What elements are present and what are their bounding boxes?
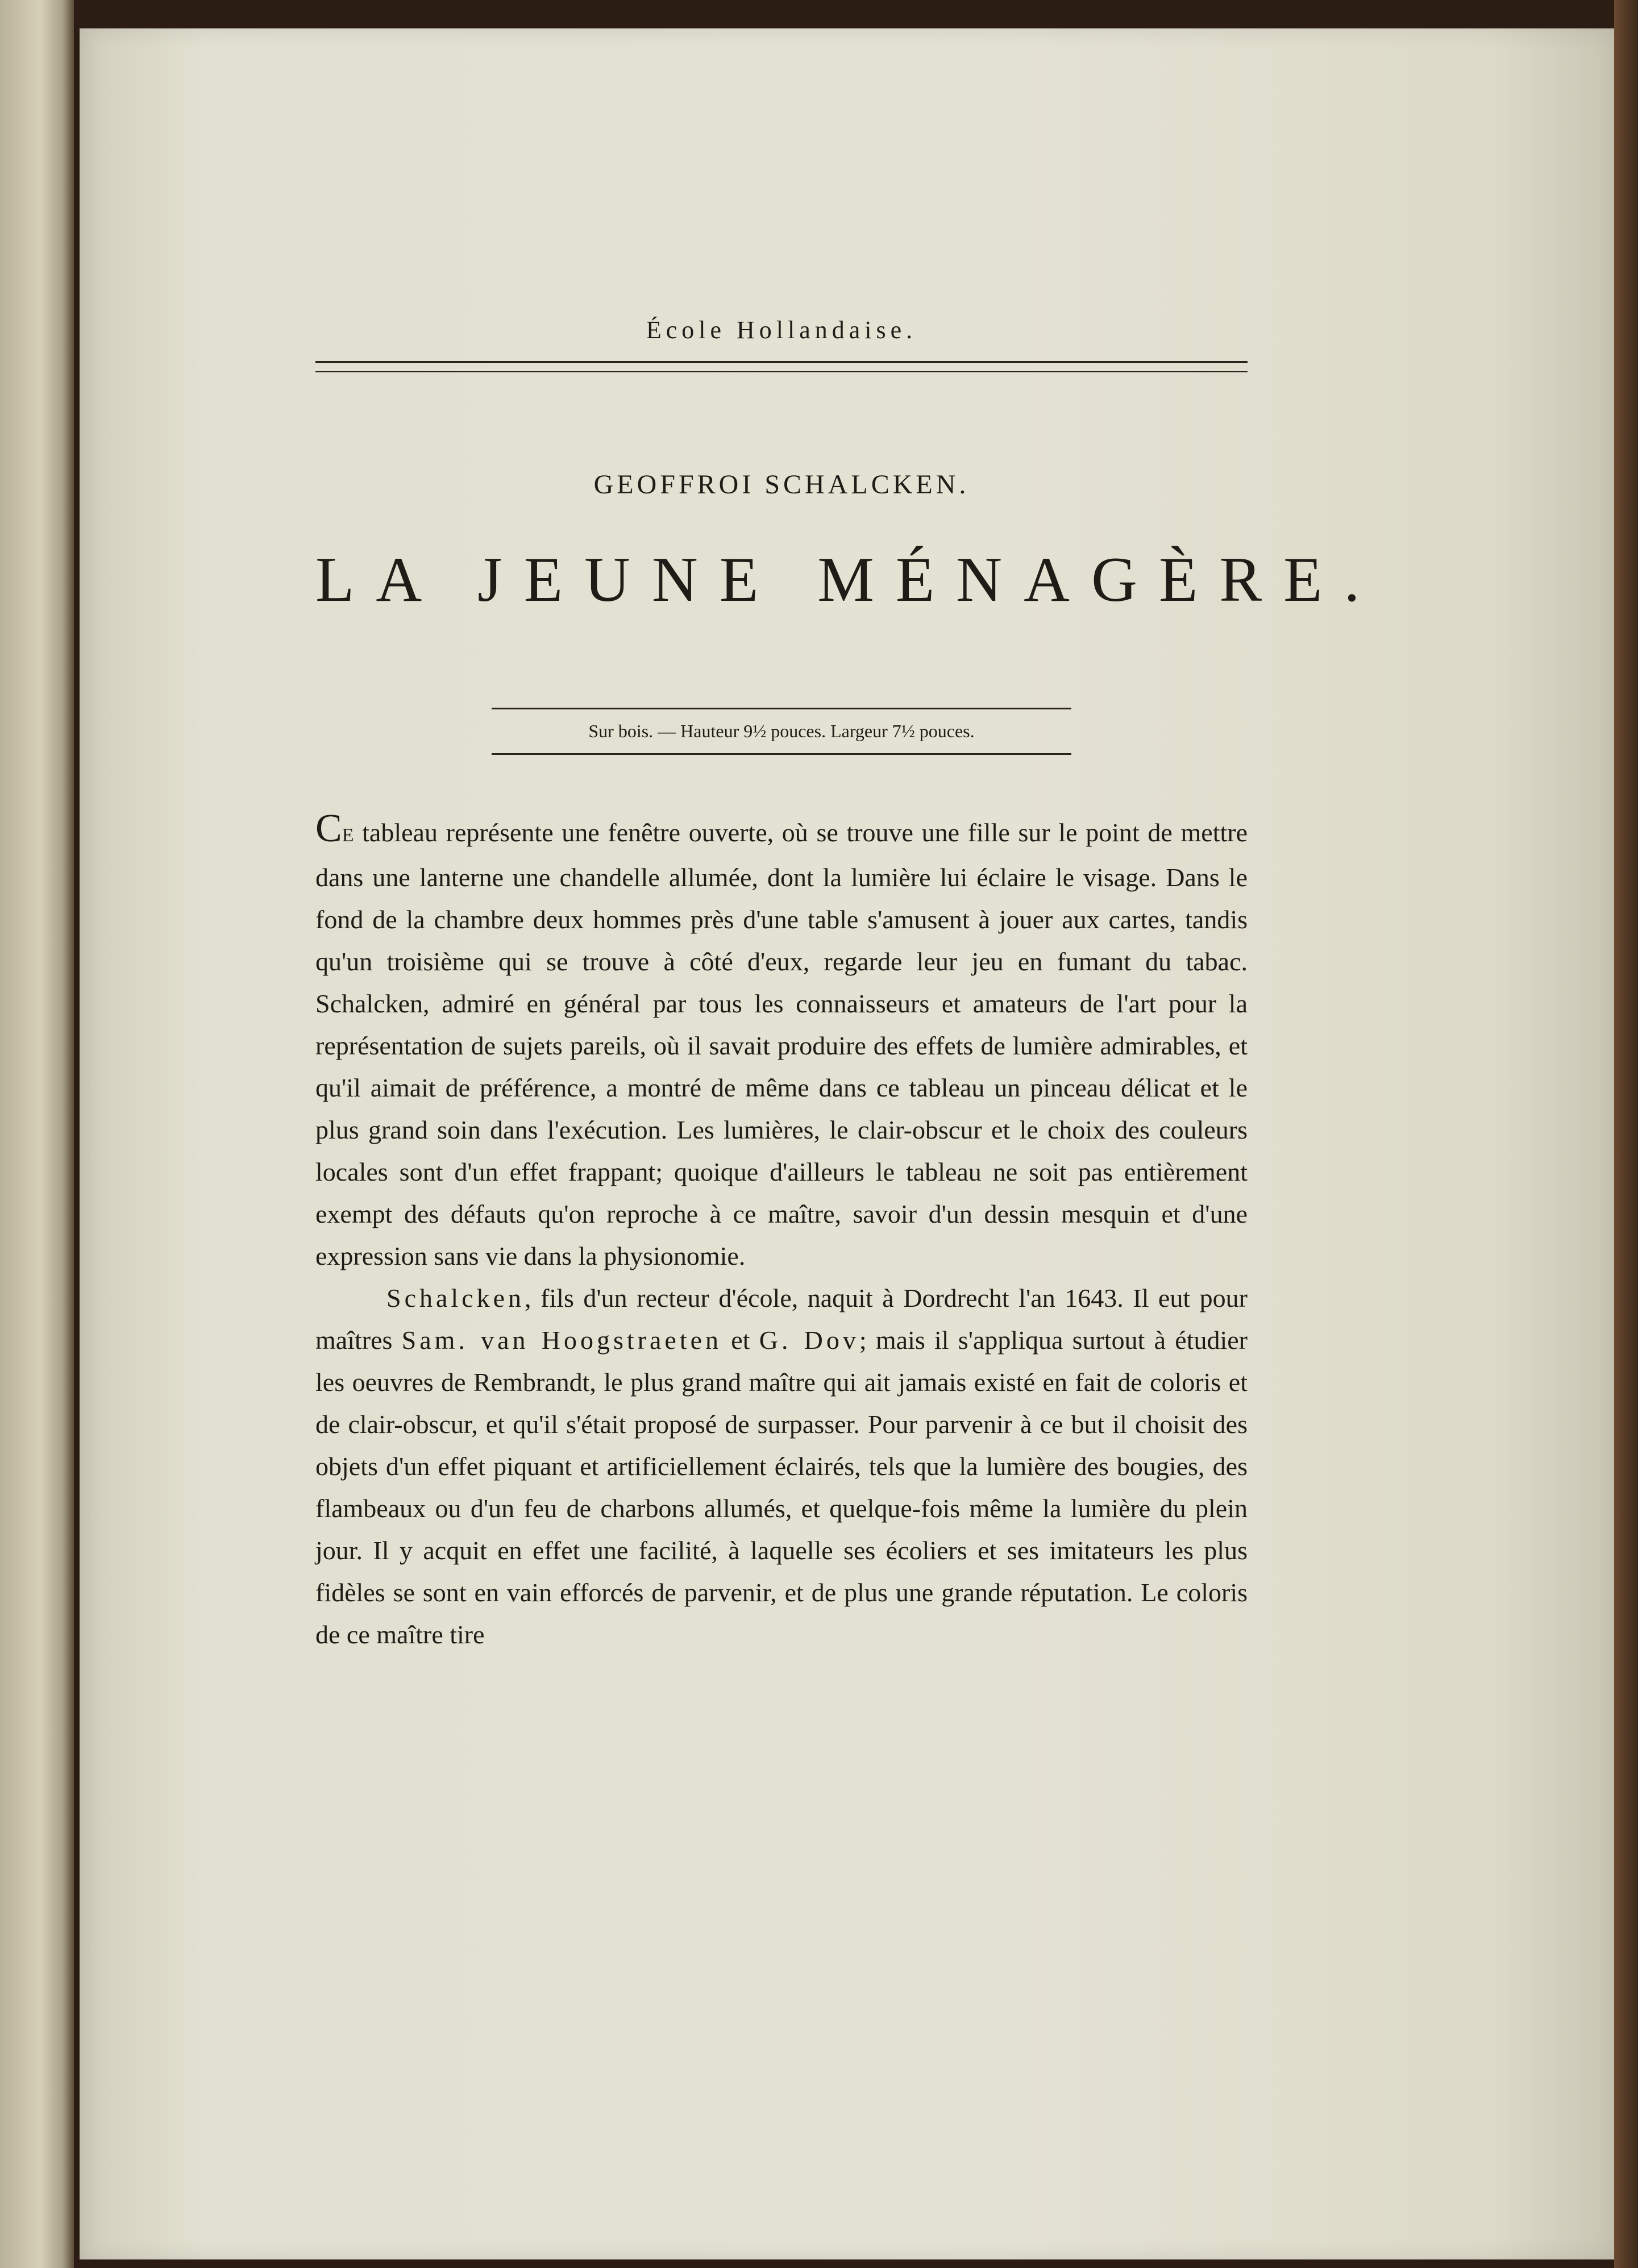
painter-name-spaced: Schalcken [386, 1283, 525, 1312]
body-text [315, 807, 1248, 1656]
dimensions-box [492, 708, 1071, 755]
drop-cap-rest: E [342, 825, 354, 846]
dimensions-rule-bottom [492, 753, 1071, 755]
master-name-2: G. Dov [759, 1326, 859, 1355]
paragraph-2-text-c: ; mais il s'appliqua surtout à étudier les oeuvres de Rembrandt, le plus grand maître qui ait jamais existé en fait de coloris et de clair-obscur, et qu'il s'était proposé de surpasser. Pour parvenir à ce but il choisit des objets d'un effet piquant et artificiellement éclairés, tels que la lumière des bougies, des flambeaux ou d'un feu de charbons allumés, et quelque-fois même la lumière du plein jour. Il y acquit en effet une facilité, à laquelle ses écoliers et ses imitateurs les plus fidèles se sont en vain efforcés de parvenir, et de plus une grande réputation. Le coloris de ce maître tire [315, 1326, 1248, 1649]
artwork-title: LA JEUNE MÉNAGÈRE. [315, 545, 1382, 615]
facing-page-edge [0, 0, 74, 2268]
paragraph-1-text: tableau représente une fenêtre ouverte, où se trouve une fille sur le point de mettre dans une lanterne une chandelle allumée, dont la lumière lui éclaire le visage. Dans le fond de la chambre deux hommes près d'une table s'amusent à jouer aux cartes, tandis qu'un troisième qui se trouve à côté d'eux, regarde leur jeu en fumant du tabac. Schalcken, admiré en général par tous les connaisseurs et amateurs de l'art pour la représentation de sujets pareils, où il savait produire des effets de lumière admirables, et qu'il aimait de préférence, a montré de même dans ce tableau un pinceau délicat et le plus grand soin dans l'exécution. Les lumières, le clair-obscur et le choix des couleurs locales sont d'un effet frappant; quoique d'ailleurs le tableau ne soit pas entièrement exempt des défauts qu'on reproche à ce maître, savoir d'un dessin mesquin et d'une expression sans vie dans la physionomie. [315, 818, 1248, 1270]
dimensions-text: Sur bois. — Hauteur 9½ pouces. Largeur 7½ pouces. [588, 721, 975, 741]
page-content [315, 315, 1382, 1656]
paragraph-1 [315, 807, 1248, 1277]
painter-name: GEOFFROI SCHALCKEN. [593, 470, 970, 500]
paragraph-2-text-b: et [722, 1326, 759, 1355]
paragraph-2 [315, 1277, 1248, 1656]
school-header: École Hollandaise. [646, 316, 917, 344]
drop-cap: C [315, 807, 342, 850]
master-name-1: Sam. van Hoogstraeten [401, 1326, 722, 1355]
book-cover-edge [1614, 0, 1638, 2268]
paragraph-2-text-a: , fils d'un recteur d'école, naquit à Dordrecht l'an 1643. Il eut pour maîtres [315, 1283, 1248, 1355]
header-double-rule [315, 361, 1248, 372]
